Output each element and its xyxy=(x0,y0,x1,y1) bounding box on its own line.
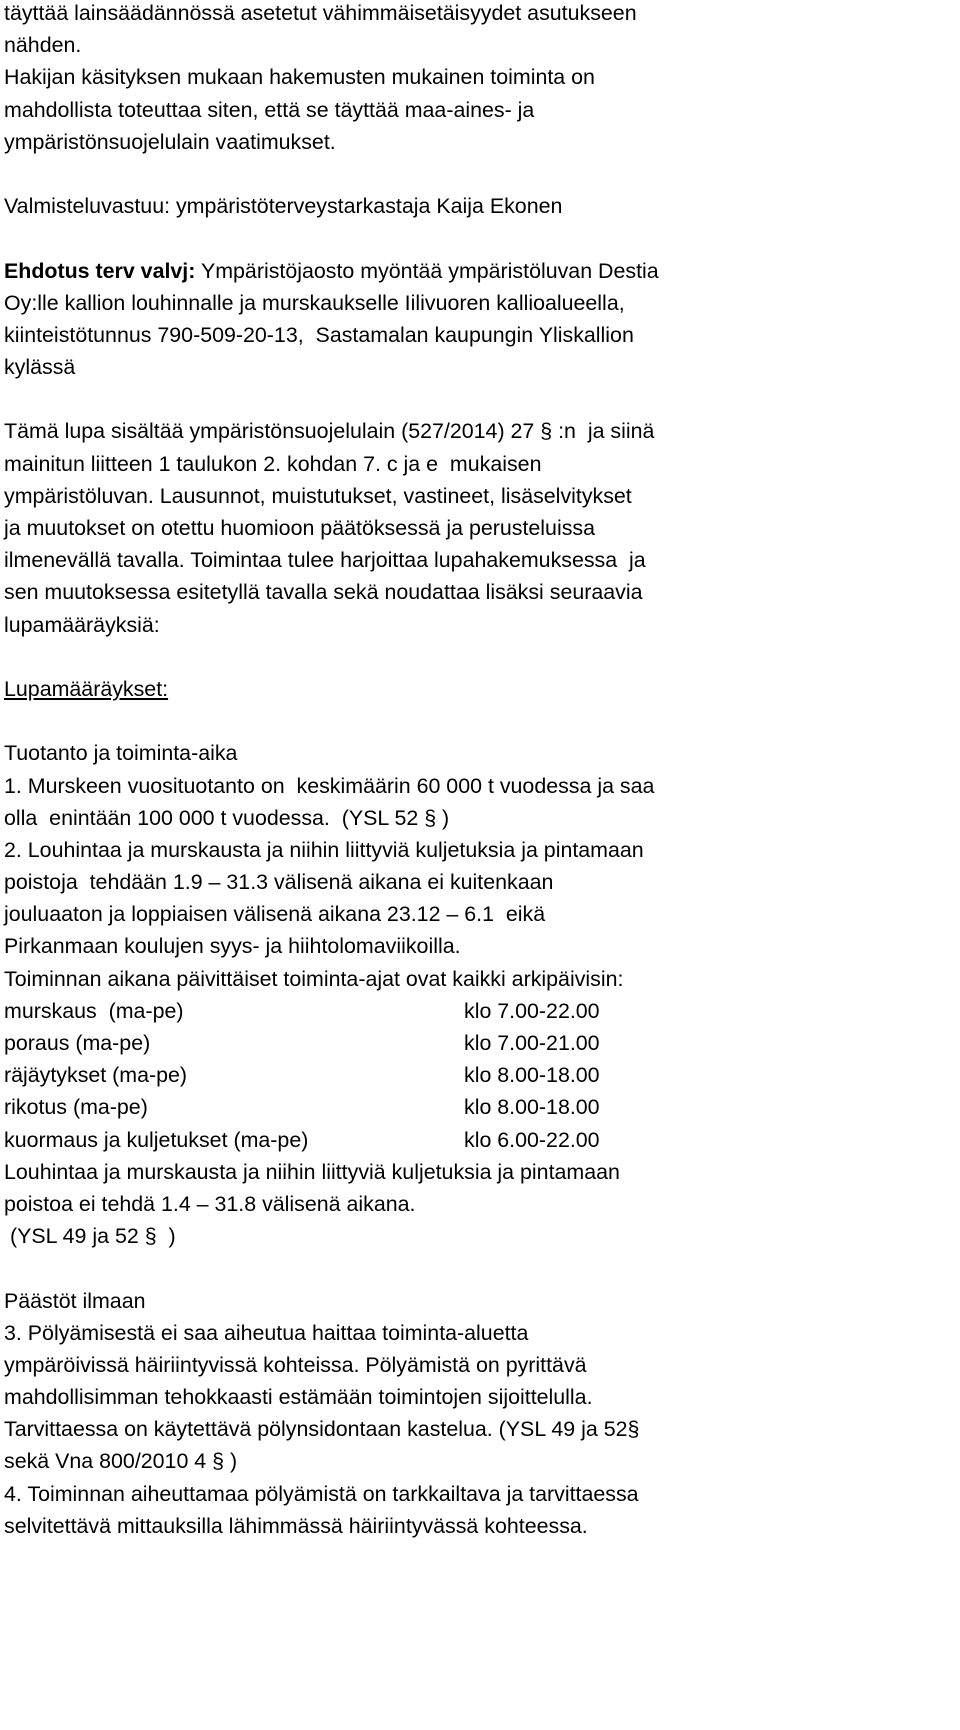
schedule-time: klo 8.00-18.00 xyxy=(464,1063,600,1088)
schedule-activity: murskaus (ma-pe) xyxy=(4,998,184,1023)
spacer xyxy=(4,1252,956,1284)
production-line: Pirkanmaan koulujen syys- ja hiihtolomaviikoilla. xyxy=(4,934,461,959)
emissions-line: selvitettävä mittauksilla lähimmässä häiriintyvässä kohteessa. xyxy=(4,1513,588,1538)
proposal-label: Ehdotus terv valvj: xyxy=(4,258,196,283)
schedule-time: klo 6.00-22.00 xyxy=(464,1127,600,1152)
schedule-time: klo 7.00-22.00 xyxy=(464,998,600,1023)
production-line: 2. Louhintaa ja murskausta ja niihin liittyviä kuljetuksia ja pintamaan xyxy=(4,837,644,862)
schedule-time: klo 7.00-21.00 xyxy=(464,1031,600,1055)
spacer xyxy=(4,383,956,415)
schedule-time: klo 8.00-18.00 xyxy=(464,1095,600,1120)
schedule-row xyxy=(4,1027,956,1059)
schedule-activity: räjäytykset (ma-pe) xyxy=(4,1063,188,1088)
spacer xyxy=(4,705,956,737)
schedule-row xyxy=(4,1091,956,1123)
proposal-line: kiinteistötunnus 790-509-20-13, Sastamalan kaupungin Yliskallion xyxy=(4,322,634,347)
production-heading: Tuotanto ja toiminta-aika xyxy=(4,741,238,766)
schedule-row xyxy=(4,995,956,1027)
schedule-activity: poraus (ma-pe) xyxy=(4,1031,151,1055)
emissions-line: sekä Vna 800/2010 4 § ) xyxy=(4,1449,238,1474)
production-after-line: Louhintaa ja murskausta ja niihin liittyviä kuljetuksia ja pintamaan xyxy=(4,1159,620,1184)
proposal-line: Oy:lle kallion louhinnalle ja murskaukselle Iilivuoren kallioalueella, xyxy=(4,290,625,315)
permit-text-line: ympäristöluvan. Lausunnot, muistutukset, vastineet, lisäselvitykset xyxy=(4,483,632,508)
emissions-line: 3. Pölyämisestä ei saa aiheutua haittaa toiminta-aluetta xyxy=(4,1320,529,1345)
production-line: 1. Murskeen vuosituotanto on keskimäärin 60 000 t vuodessa ja saa xyxy=(4,773,655,798)
intro-line: ympäristönsuojelulain vaatimukset. xyxy=(4,129,336,154)
schedule-activity: kuormaus ja kuljetukset (ma-pe) xyxy=(4,1127,309,1152)
proposal-first-line xyxy=(4,255,956,287)
production-line: jouluaaton ja loppiaisen välisenä aikana 23.12 – 6.1 eikä xyxy=(4,902,546,927)
production-line: olla enintään 100 000 t vuodessa. (YSL 52 § ) xyxy=(4,805,450,830)
permit-text-line: sen muutoksessa esitetyllä tavalla sekä noudattaa lisäksi seuraavia xyxy=(4,580,643,605)
production-line: poistoja tehdään 1.9 – 31.3 välisenä aikana ei kuitenkaan xyxy=(4,870,554,895)
document-page xyxy=(4,0,956,1542)
proposal-text: Ympäristöjaosto myöntää ympäristöluvan Destia xyxy=(195,258,659,283)
schedule-activity: rikotus (ma-pe) xyxy=(4,1095,148,1120)
production-line: Toiminnan aikana päivittäiset toiminta-ajat ovat kaikki arkipäivisin: xyxy=(4,966,624,991)
permit-text-line: ja muutokset on otettu huomioon päätöksessä ja perusteluissa xyxy=(4,516,595,540)
intro-line: nähden. xyxy=(4,33,82,58)
production-after-line: poistoa ei tehdä 1.4 – 31.8 välisenä aikana. xyxy=(4,1191,416,1216)
spacer xyxy=(4,641,956,673)
proposal-line: kylässä xyxy=(4,355,76,380)
emissions-heading: Päästöt ilmaan xyxy=(4,1288,146,1313)
intro-line: täyttää lainsäädännössä asetetut vähimmäisetäisyydet asutukseen xyxy=(4,1,637,25)
permit-text-line: ilmenevällä tavalla. Toimintaa tulee harjoittaa lupahakemuksessa ja xyxy=(4,548,646,573)
schedule-row xyxy=(4,1059,956,1091)
emissions-line: Tarvittaessa on käytettävä pölynsidontaan kastelua. (YSL 49 ja 52§ xyxy=(4,1417,640,1442)
spacer xyxy=(4,222,956,254)
emissions-line: 4. Toiminnan aiheuttamaa pölyämistä on tarkkailtava ja tarvittaessa xyxy=(4,1481,639,1506)
intro-line: mahdollista toteuttaa siten, että se täyttää maa-aines- ja xyxy=(4,97,535,122)
schedule-row xyxy=(4,1124,956,1156)
emissions-line: ympäröivissä häiriintyvissä kohteissa. Pölyämistä on pyrittävä xyxy=(4,1352,587,1377)
conditions-heading: Lupamääräykset: xyxy=(4,676,169,701)
permit-text-line: mainitun liitteen 1 taulukon 2. kohdan 7. c ja e mukaisen xyxy=(4,451,542,476)
emissions-line: mahdollisimman tehokkaasti estämään toimintojen sijoittelulla. xyxy=(4,1385,593,1410)
spacer xyxy=(4,158,956,190)
permit-text-line: lupamääräyksiä: xyxy=(4,612,160,637)
preparer-line: Valmisteluvastuu: ympäristöterveystarkastaja Kaija Ekonen xyxy=(4,194,563,219)
intro-line: Hakijan käsityksen mukaan hakemusten mukainen toiminta on xyxy=(4,65,595,90)
permit-text-line: Tämä lupa sisältää ympäristönsuojelulain (527/2014) 27 § :n ja siinä xyxy=(4,419,655,444)
production-after-line: (YSL 49 ja 52 § ) xyxy=(4,1224,176,1249)
